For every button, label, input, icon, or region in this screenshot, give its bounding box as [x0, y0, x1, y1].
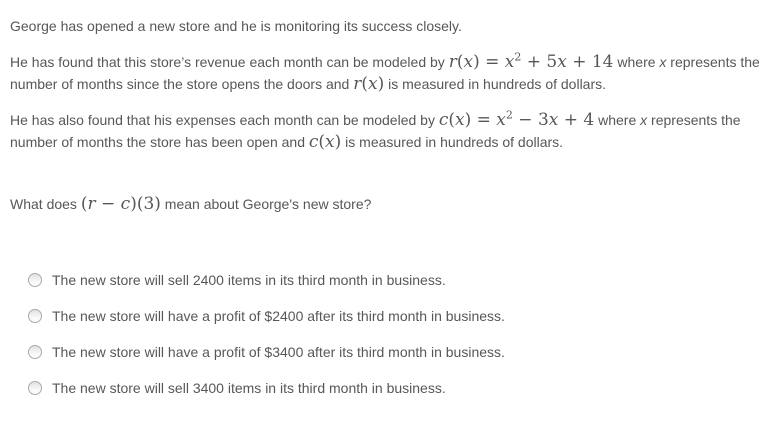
radio-button-icon[interactable] [28, 273, 42, 287]
answer-option-1[interactable] [10, 269, 761, 291]
radio-button-icon[interactable] [28, 309, 42, 323]
question-text: What does (r − c)(3) mean about George's new store? [10, 194, 372, 214]
answer-option-label: The new store will sell 3400 items in its third month in business. [52, 380, 446, 396]
answer-option-label: The new store will have a profit of $2400 after its third month in business. [52, 308, 505, 324]
radio-button-icon[interactable] [28, 345, 42, 359]
math-expression: $r(x) = x^2 + 5x + 14$ [448, 50, 614, 72]
variable-x: x [640, 112, 648, 128]
answer-option-3[interactable] [10, 341, 761, 363]
answer-option-label: The new store will have a profit of $3400 after its third month in business. [52, 344, 505, 360]
math-expression: $c(x) = x^2 - 3x + 4$ [438, 108, 595, 130]
variable-x: x [659, 54, 667, 70]
paragraph: He has found that this store’s revenue each month can be modeled by $r(x) = x^2 + 5x + 14$ where x represents the number of months since the store opens the doors and r(x) is measured in hundreds of dollars. [10, 50, 760, 94]
answer-option-4[interactable] [10, 377, 761, 399]
answer-options [10, 269, 761, 399]
radio-button-icon[interactable] [28, 381, 42, 395]
problem-statement [10, 15, 761, 153]
math-expression: (r − c)(3) [80, 194, 161, 214]
answer-option-label: The new store will sell 2400 items in its third month in business. [52, 272, 446, 288]
answer-option-2[interactable] [10, 305, 761, 327]
paragraph: He has also found that his expenses each month can be modeled by $c(x) = x^2 - 3x + 4$ where x represents the number of months the store has been open and c(x) is measured in hundreds of dollars. [10, 108, 741, 152]
paragraph: George has opened a new store and he is monitoring its success closely. [10, 18, 462, 34]
math-expression: r(x) [353, 74, 385, 94]
math-expression: c(x) [308, 132, 342, 152]
